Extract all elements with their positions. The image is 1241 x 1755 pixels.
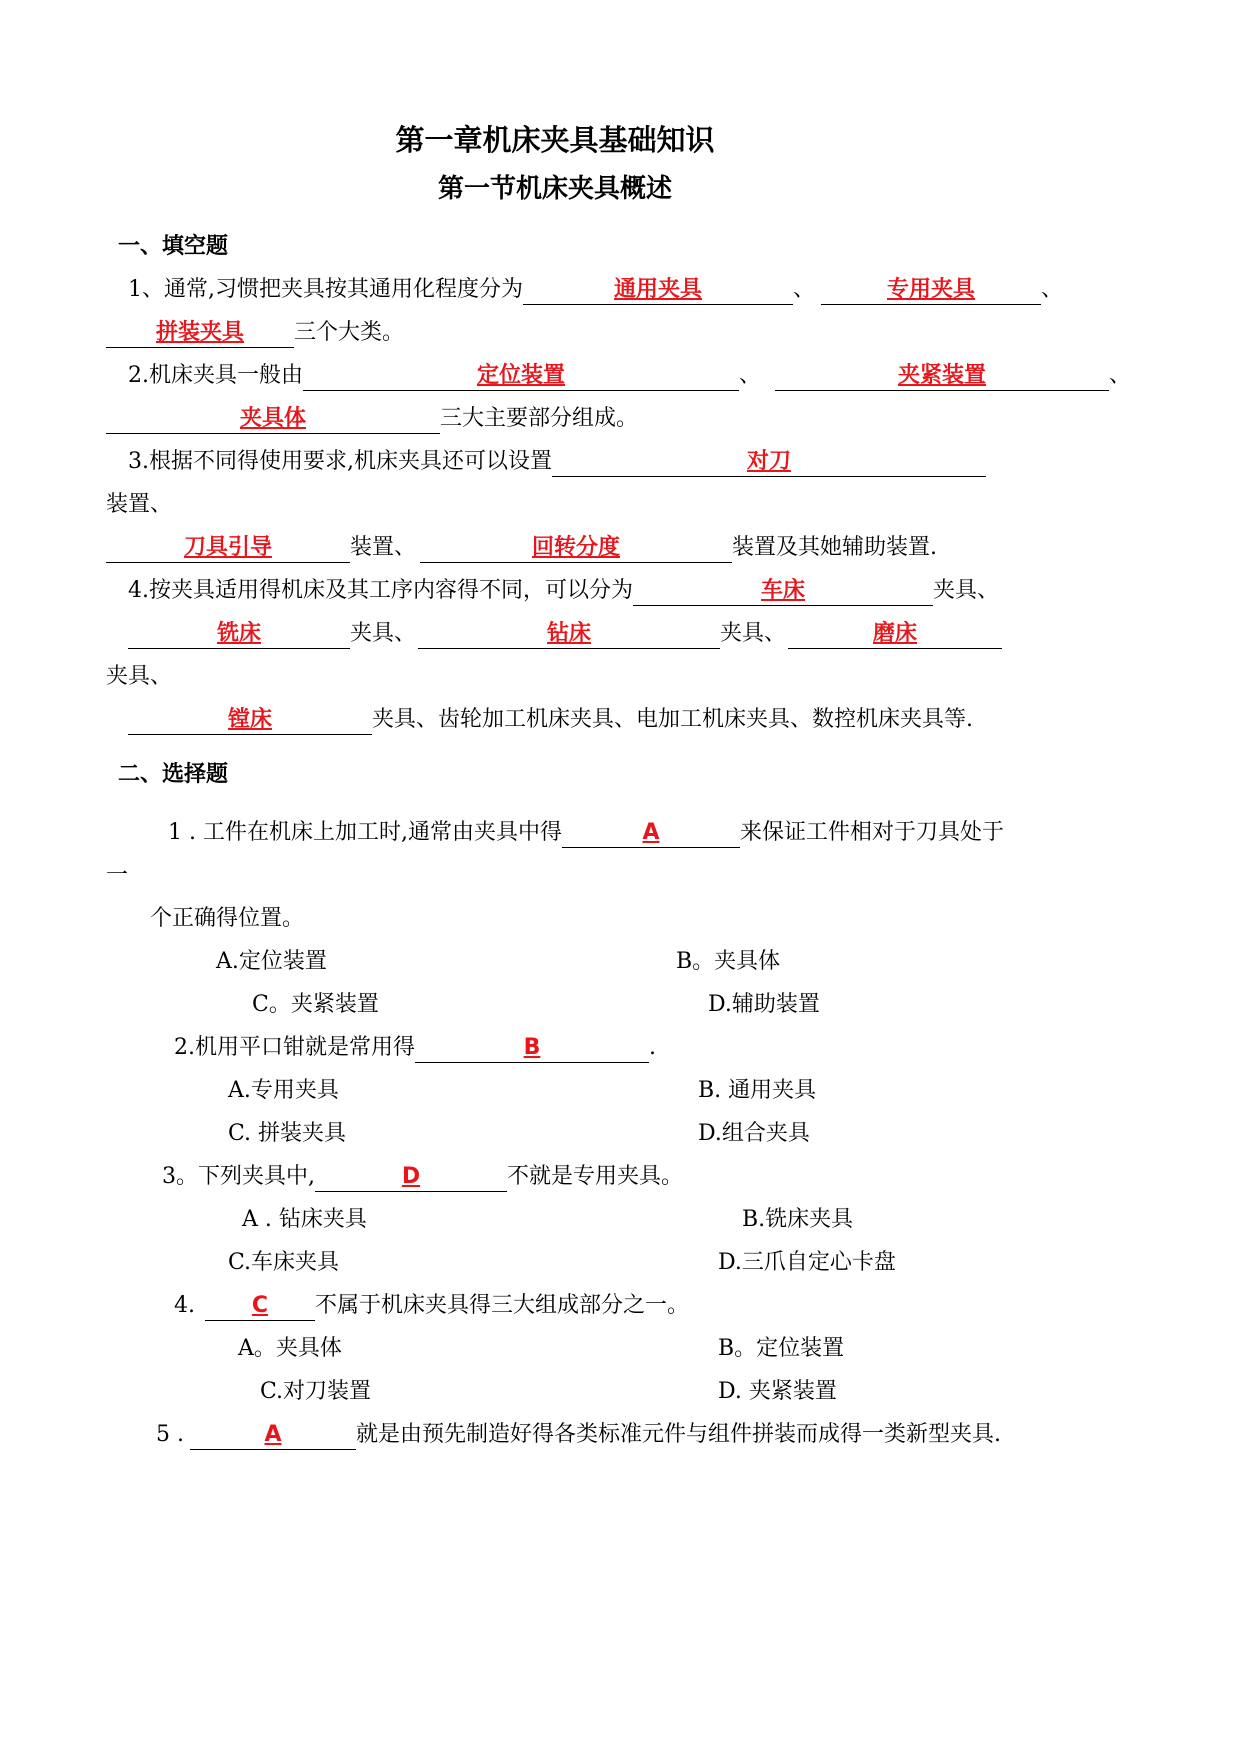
q3-prefix: 3.根据不同得使用要求,机床夹具还可以设置 [128,449,552,474]
mc2-option-b: B. 通用夹具 [698,1078,817,1103]
fill-question-2-cont [106,404,638,434]
mc3-option-a: A . 钻床夹具 [242,1207,367,1232]
q4-s2: 夹具、 [350,621,417,646]
q1-answer-3: 拼装夹具 [106,318,294,348]
q4-s1: 夹具、 [933,578,1000,603]
mc2-answer: B [415,1033,649,1063]
choice-question-5 [156,1420,1001,1450]
mc4-suffix: 不属于机床夹具得三大组成部分之一。 [315,1293,690,1318]
q3-answer-2: 刀具引导 [106,533,350,563]
mc4-prefix: 4. [174,1293,195,1318]
mc5-prefix: 5 . [156,1422,184,1447]
fill-question-1 [128,275,1063,305]
q1-suffix: 三个大类。 [294,320,405,345]
chapter-title: 第一章机床夹具基础知识 [395,123,715,157]
mc4-answer: C [205,1291,315,1321]
mc2-suffix: . [649,1035,656,1060]
section1-heading: 一、填空题 [118,234,229,259]
choice-question-2 [174,1033,656,1063]
mc1-suffix: 来保证工件相对于刀具处于 [739,820,1004,845]
fill-question-4-line3: 夹具、 [106,664,173,689]
mc5-answer: A [190,1420,356,1450]
q2-answer-2: 夹紧装置 [775,361,1109,391]
q3-answer-3: 回转分度 [420,533,732,563]
q2-prefix: 2.机床夹具一般由 [128,363,303,388]
mc3-option-b: B.铣床夹具 [742,1207,854,1232]
q4-answer-3: 钻床 [418,619,720,649]
fill-question-3 [128,447,986,477]
fill-question-4-line2 [128,619,1002,649]
q4-prefix: 4.按夹具适用得机床及其工序内容得不同，可以分为 [128,578,633,603]
q2-sep2: 、 [1109,363,1132,388]
mc4-option-a: A。夹具体 [238,1336,342,1361]
choice-question-1-cont1: 一 [106,863,129,888]
choice-question-1 [168,818,1004,848]
q4-answer-1: 车床 [633,576,933,606]
mc4-option-d: D. 夹紧装置 [718,1379,837,1404]
q4-suffix: 夹具、齿轮加工机床夹具、电加工机床夹具、数控机床夹具等. [372,707,973,732]
mc3-prefix: 3。下列夹具中, [162,1164,315,1189]
mc1-prefix: 1 . 工件在机床上加工时,通常由夹具中得 [168,820,562,845]
q1-answer-1: 通用夹具 [523,275,793,305]
fill-question-4-line4 [128,705,973,735]
q4-answer-2: 铣床 [128,619,350,649]
mc1-answer: A [562,818,740,848]
fill-question-3-line2: 装置、 [106,492,173,517]
choice-question-3 [162,1162,683,1192]
q1-answer-2: 专用夹具 [821,275,1041,305]
q3-mid: 装置、 [350,535,417,560]
mc4-option-b: B。定位装置 [718,1336,845,1361]
q3-suffix: 装置及其她辅助装置. [732,535,938,560]
mc4-option-c: C.对刀装置 [260,1379,372,1404]
q1-sep1: 、 [793,277,816,302]
mc2-option-c: C. 拼装夹具 [228,1121,347,1146]
fill-question-2 [128,361,1131,391]
q2-answer-3: 夹具体 [106,404,440,434]
q2-suffix: 三大主要部分组成。 [440,406,639,431]
mc1-option-c: C。夹紧装置 [252,992,379,1017]
section2-heading: 二、选择题 [118,762,229,787]
q1-sep2: 、 [1041,277,1064,302]
q4-answer-4: 磨床 [788,619,1002,649]
mc2-option-d: D.组合夹具 [698,1121,810,1146]
mc3-option-d: D.三爪自定心卡盘 [718,1250,896,1275]
q4-s3: 夹具、 [720,621,787,646]
q3-answer-1: 对刀 [552,447,986,477]
q2-answer-1: 定位装置 [303,361,739,391]
q1-prefix: 1、通常,习惯把夹具按其通用化程度分为 [128,277,523,302]
fill-question-1-cont [106,318,404,348]
mc3-answer: D [315,1162,507,1192]
mc1-option-a: A.定位装置 [216,949,327,974]
mc1-option-b: B。夹具体 [676,949,781,974]
mc1-option-d: D.辅助装置 [708,992,820,1017]
section-subtitle: 第一节机床夹具概述 [437,174,672,204]
mc3-suffix: 不就是专用夹具。 [507,1164,684,1189]
mc2-option-a: A.专用夹具 [228,1078,339,1103]
choice-question-4 [174,1291,689,1321]
mc5-suffix: 就是由预先制造好得各类标准元件与组件拼装而成得一类新型夹具. [355,1422,1001,1447]
mc2-prefix: 2.机用平口钳就是常用得 [174,1035,415,1060]
mc3-option-c: C.车床夹具 [228,1250,340,1275]
fill-question-4 [128,576,999,606]
q2-sep1: 、 [739,363,762,388]
fill-question-3-line3 [106,533,937,563]
q4-answer-5: 镗床 [128,705,372,735]
choice-question-1-cont2: 个正确得位置。 [150,906,305,931]
